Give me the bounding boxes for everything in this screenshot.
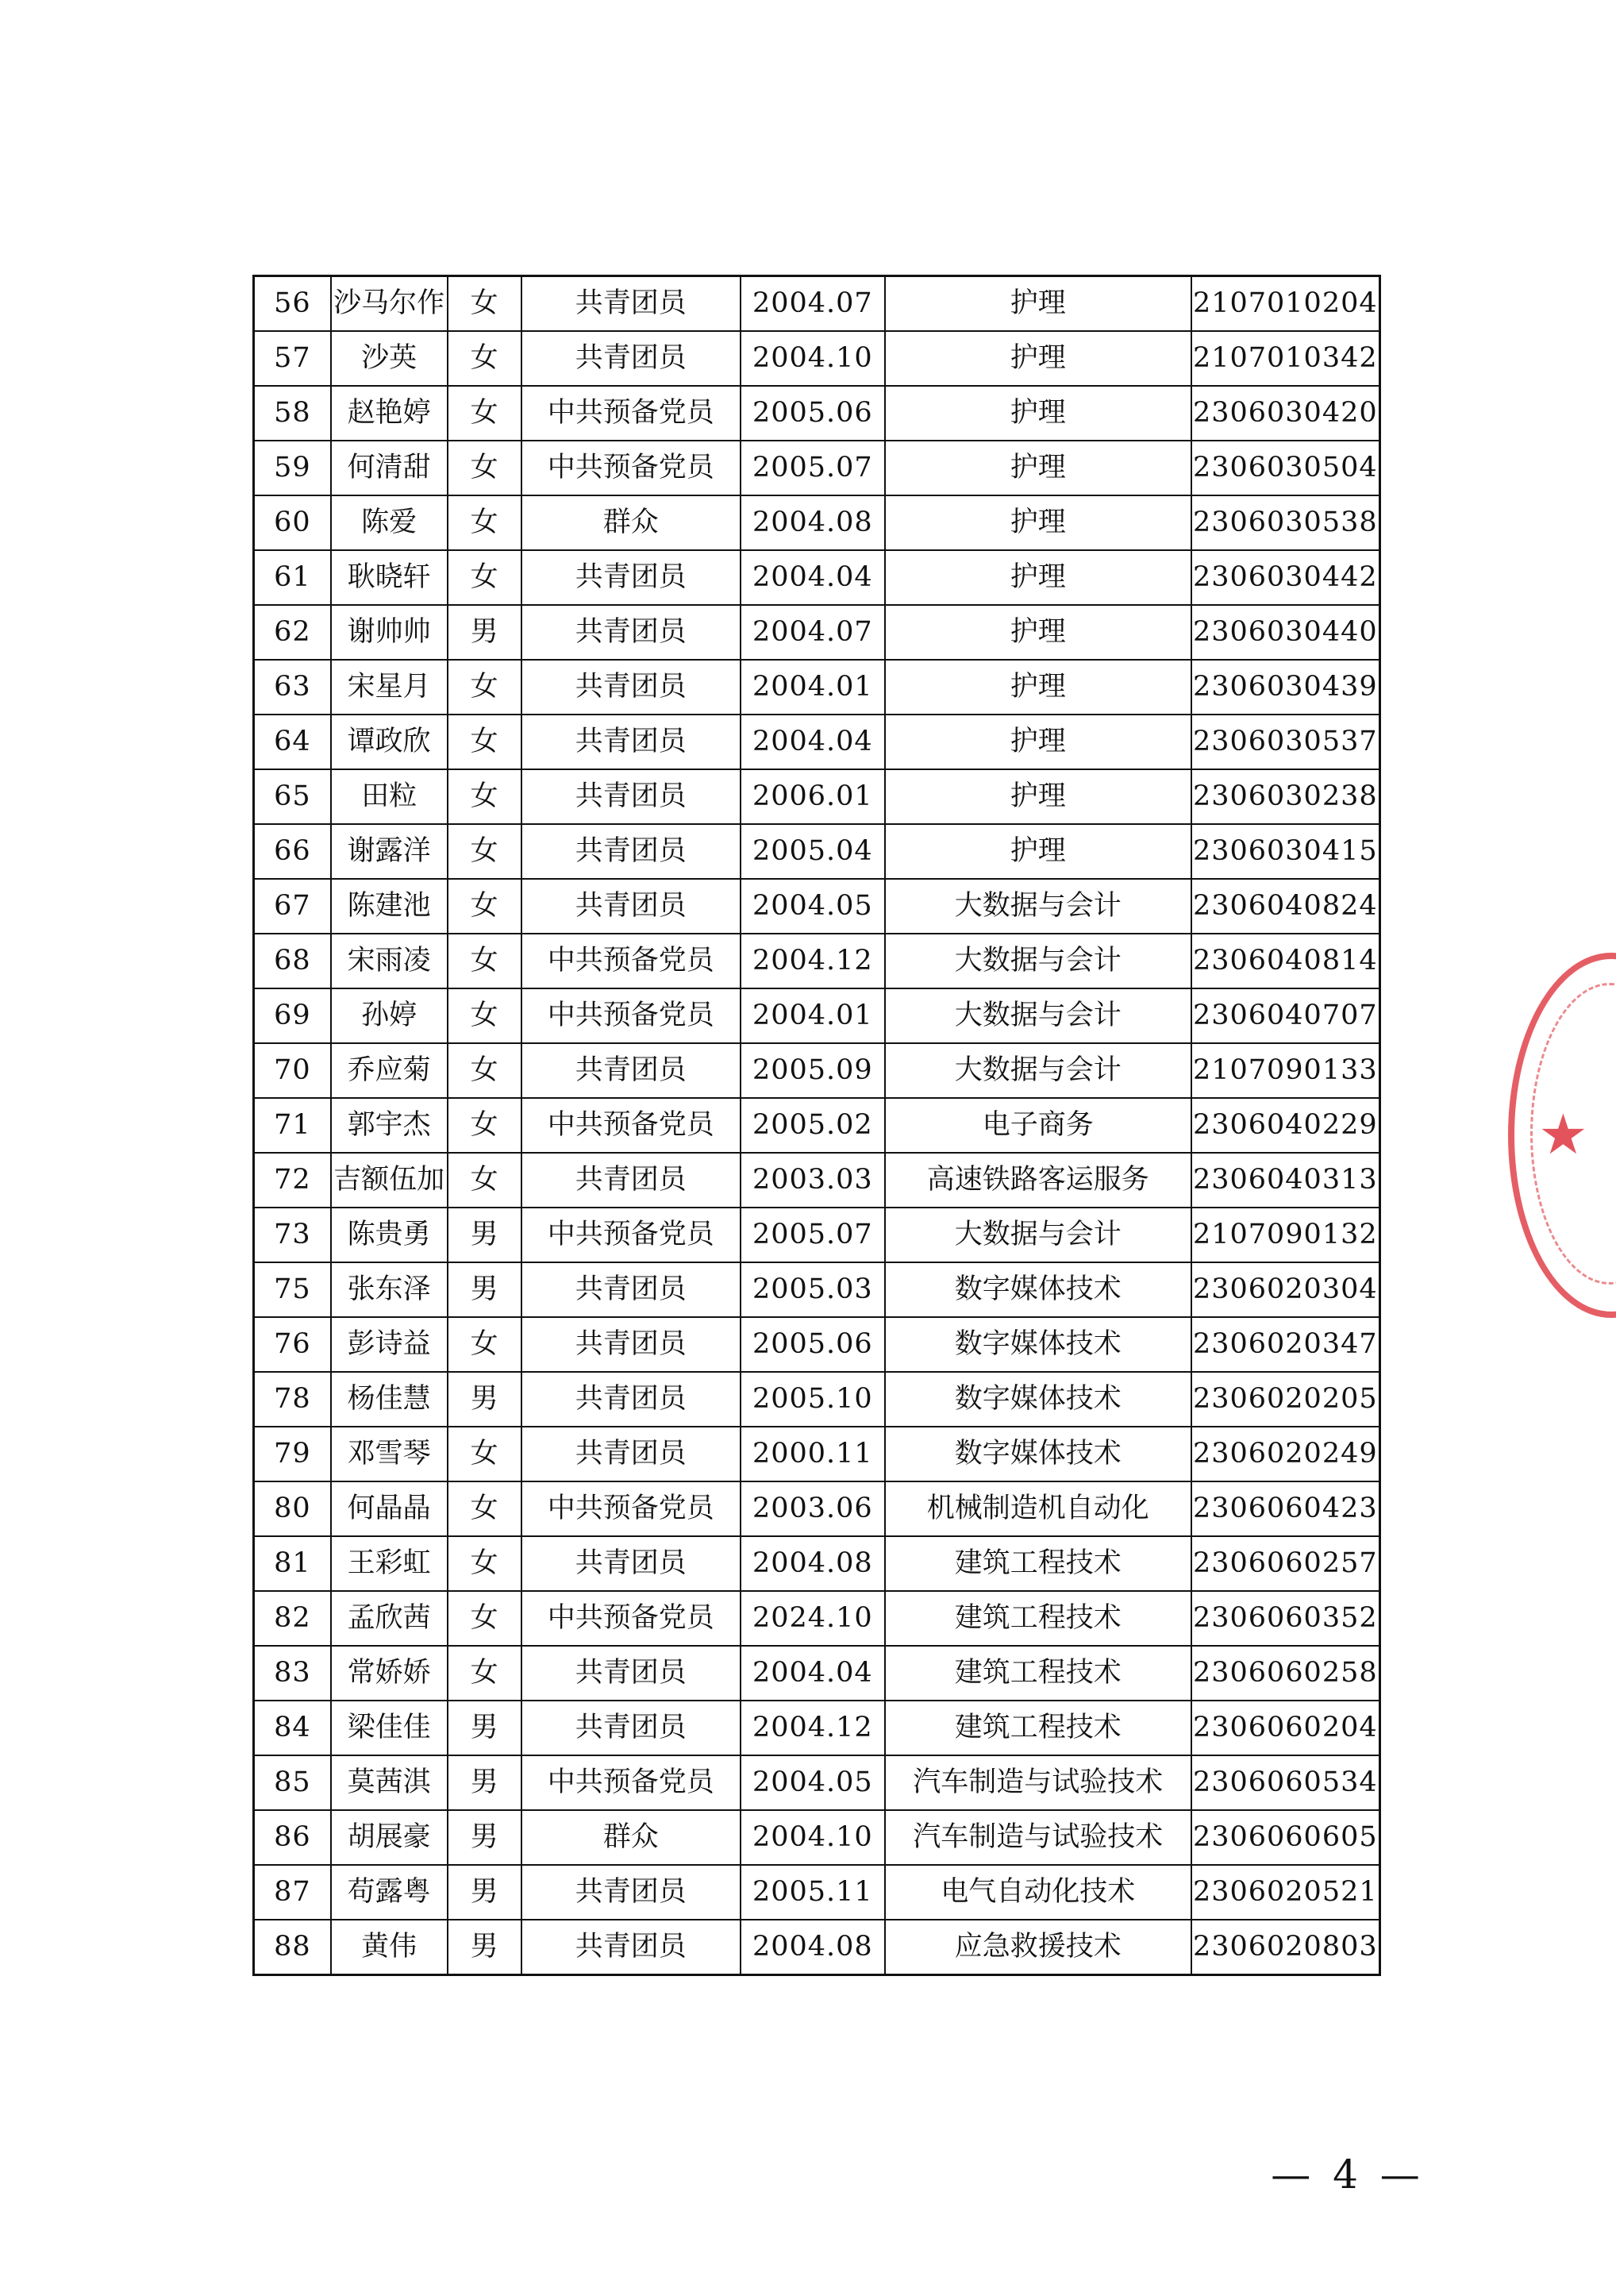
major-cell: 护理 [885, 495, 1191, 550]
major-cell: 大数据与会计 [885, 879, 1191, 934]
major-cell: 汽车制造与试验技术 [885, 1810, 1191, 1865]
table-row [254, 1317, 1380, 1372]
political-status-cell: 中共预备党员 [521, 1208, 741, 1262]
political-status-cell: 共青团员 [521, 1427, 741, 1481]
name-cell: 何晶晶 [331, 1481, 448, 1536]
gender-cell: 男 [448, 1262, 521, 1317]
name-cell: 杨佳慧 [331, 1372, 448, 1427]
row-number-cell: 67 [254, 879, 331, 934]
student-id-cell: 2306040313 [1191, 1153, 1380, 1208]
table-row [254, 1536, 1380, 1591]
major-cell: 护理 [885, 660, 1191, 715]
name-cell: 何清甜 [331, 441, 448, 495]
major-cell: 护理 [885, 331, 1191, 386]
major-cell: 护理 [885, 276, 1191, 332]
table-row [254, 934, 1380, 988]
birth-date-cell: 2004.10 [741, 1810, 885, 1865]
student-id-cell: 2306040814 [1191, 934, 1380, 988]
row-number-cell: 83 [254, 1646, 331, 1701]
row-number-cell: 60 [254, 495, 331, 550]
name-cell: 乔应菊 [331, 1043, 448, 1098]
student-id-cell: 2306060352 [1191, 1591, 1380, 1646]
row-number-cell: 81 [254, 1536, 331, 1591]
gender-cell: 女 [448, 715, 521, 769]
name-cell: 郭宇杰 [331, 1098, 448, 1153]
gender-cell: 女 [448, 441, 521, 495]
major-cell: 护理 [885, 769, 1191, 824]
gender-cell: 女 [448, 1481, 521, 1536]
row-number-cell: 56 [254, 276, 331, 332]
student-id-cell: 2306040824 [1191, 879, 1380, 934]
table-row [254, 1865, 1380, 1920]
row-number-cell: 80 [254, 1481, 331, 1536]
birth-date-cell: 2004.12 [741, 1701, 885, 1755]
row-number-cell: 73 [254, 1208, 331, 1262]
table-row [254, 1591, 1380, 1646]
political-status-cell: 中共预备党员 [521, 934, 741, 988]
major-cell: 高速铁路客运服务 [885, 1153, 1191, 1208]
name-cell: 吉额伍加 [331, 1153, 448, 1208]
gender-cell: 女 [448, 276, 521, 332]
table-row [254, 1701, 1380, 1755]
student-id-cell: 2306030504 [1191, 441, 1380, 495]
student-id-cell: 2306020347 [1191, 1317, 1380, 1372]
political-status-cell: 中共预备党员 [521, 1591, 741, 1646]
major-cell: 建筑工程技术 [885, 1536, 1191, 1591]
gender-cell: 男 [448, 605, 521, 660]
gender-cell: 女 [448, 1317, 521, 1372]
birth-date-cell: 2005.02 [741, 1098, 885, 1153]
major-cell: 大数据与会计 [885, 988, 1191, 1043]
political-status-cell: 共青团员 [521, 1153, 741, 1208]
political-status-cell: 共青团员 [521, 1701, 741, 1755]
political-status-cell: 中共预备党员 [521, 386, 741, 441]
birth-date-cell: 2004.07 [741, 605, 885, 660]
student-id-cell: 2107090133 [1191, 1043, 1380, 1098]
gender-cell: 女 [448, 331, 521, 386]
major-cell: 大数据与会计 [885, 1043, 1191, 1098]
major-cell: 数字媒体技术 [885, 1427, 1191, 1481]
political-status-cell: 共青团员 [521, 605, 741, 660]
name-cell: 谭政欣 [331, 715, 448, 769]
gender-cell: 男 [448, 1208, 521, 1262]
table-row [254, 441, 1380, 495]
student-id-cell: 2306060258 [1191, 1646, 1380, 1701]
birth-date-cell: 2004.05 [741, 1755, 885, 1810]
birth-date-cell: 2004.01 [741, 660, 885, 715]
birth-date-cell: 2004.05 [741, 879, 885, 934]
major-cell: 护理 [885, 550, 1191, 605]
birth-date-cell: 2004.08 [741, 1536, 885, 1591]
name-cell: 谢帅帅 [331, 605, 448, 660]
political-status-cell: 中共预备党员 [521, 441, 741, 495]
major-cell: 护理 [885, 824, 1191, 879]
gender-cell: 女 [448, 495, 521, 550]
student-id-cell: 2306030415 [1191, 824, 1380, 879]
gender-cell: 女 [448, 1098, 521, 1153]
major-cell: 建筑工程技术 [885, 1591, 1191, 1646]
student-id-cell: 2107010342 [1191, 331, 1380, 386]
student-id-cell: 2306030440 [1191, 605, 1380, 660]
major-cell: 电子商务 [885, 1098, 1191, 1153]
student-roster-table [252, 275, 1381, 1976]
political-status-cell: 共青团员 [521, 1865, 741, 1920]
political-status-cell: 共青团员 [521, 276, 741, 332]
table-row [254, 495, 1380, 550]
name-cell: 张东泽 [331, 1262, 448, 1317]
gender-cell: 男 [448, 1755, 521, 1810]
student-id-cell: 2306030238 [1191, 769, 1380, 824]
student-id-cell: 2306020521 [1191, 1865, 1380, 1920]
political-status-cell: 共青团员 [521, 769, 741, 824]
row-number-cell: 69 [254, 988, 331, 1043]
student-id-cell: 2306020304 [1191, 1262, 1380, 1317]
major-cell: 护理 [885, 715, 1191, 769]
roster-body [254, 276, 1380, 1975]
birth-date-cell: 2005.11 [741, 1865, 885, 1920]
name-cell: 宋雨凌 [331, 934, 448, 988]
table-row [254, 276, 1380, 332]
political-status-cell: 中共预备党员 [521, 1098, 741, 1153]
table-row [254, 1372, 1380, 1427]
row-number-cell: 71 [254, 1098, 331, 1153]
student-id-cell: 2306060257 [1191, 1536, 1380, 1591]
birth-date-cell: 2003.06 [741, 1481, 885, 1536]
row-number-cell: 76 [254, 1317, 331, 1372]
table-row [254, 386, 1380, 441]
birth-date-cell: 2004.08 [741, 495, 885, 550]
student-id-cell: 2306040707 [1191, 988, 1380, 1043]
birth-date-cell: 2004.08 [741, 1920, 885, 1975]
gender-cell: 女 [448, 1043, 521, 1098]
birth-date-cell: 2004.07 [741, 276, 885, 332]
row-number-cell: 59 [254, 441, 331, 495]
table-row [254, 1208, 1380, 1262]
row-number-cell: 75 [254, 1262, 331, 1317]
row-number-cell: 62 [254, 605, 331, 660]
table-row [254, 1481, 1380, 1536]
gender-cell: 女 [448, 1646, 521, 1701]
gender-cell: 女 [448, 550, 521, 605]
major-cell: 汽车制造与试验技术 [885, 1755, 1191, 1810]
table-row [254, 824, 1380, 879]
gender-cell: 女 [448, 879, 521, 934]
major-cell: 大数据与会计 [885, 934, 1191, 988]
political-status-cell: 群众 [521, 495, 741, 550]
name-cell: 田粒 [331, 769, 448, 824]
seal-star-icon: ★ [1538, 1102, 1588, 1167]
student-id-cell: 2306060423 [1191, 1481, 1380, 1536]
name-cell: 黄伟 [331, 1920, 448, 1975]
gender-cell: 女 [448, 988, 521, 1043]
student-id-cell: 2306040229 [1191, 1098, 1380, 1153]
student-id-cell: 2107010204 [1191, 276, 1380, 332]
political-status-cell: 中共预备党员 [521, 988, 741, 1043]
row-number-cell: 82 [254, 1591, 331, 1646]
name-cell: 苟露粤 [331, 1865, 448, 1920]
gender-cell: 女 [448, 824, 521, 879]
major-cell: 护理 [885, 605, 1191, 660]
name-cell: 孙婷 [331, 988, 448, 1043]
political-status-cell: 共青团员 [521, 1262, 741, 1317]
row-number-cell: 70 [254, 1043, 331, 1098]
student-id-cell: 2306060534 [1191, 1755, 1380, 1810]
name-cell: 常娇娇 [331, 1646, 448, 1701]
political-status-cell: 共青团员 [521, 1317, 741, 1372]
major-cell: 护理 [885, 441, 1191, 495]
table-row [254, 1920, 1380, 1975]
table-row [254, 550, 1380, 605]
row-number-cell: 65 [254, 769, 331, 824]
page-number: — 4 — [1271, 2152, 1425, 2198]
political-status-cell: 共青团员 [521, 1646, 741, 1701]
major-cell: 建筑工程技术 [885, 1701, 1191, 1755]
row-number-cell: 63 [254, 660, 331, 715]
name-cell: 赵艳婷 [331, 386, 448, 441]
row-number-cell: 87 [254, 1865, 331, 1920]
student-id-cell: 2306020205 [1191, 1372, 1380, 1427]
gender-cell: 女 [448, 1536, 521, 1591]
table-row [254, 1810, 1380, 1865]
gender-cell: 女 [448, 769, 521, 824]
table-row [254, 1153, 1380, 1208]
table-row [254, 1262, 1380, 1317]
student-id-cell: 2306030442 [1191, 550, 1380, 605]
student-id-cell: 2306020803 [1191, 1920, 1380, 1975]
name-cell: 耿晓轩 [331, 550, 448, 605]
gender-cell: 女 [448, 934, 521, 988]
gender-cell: 男 [448, 1865, 521, 1920]
name-cell: 王彩虹 [331, 1536, 448, 1591]
row-number-cell: 66 [254, 824, 331, 879]
major-cell: 数字媒体技术 [885, 1262, 1191, 1317]
name-cell: 彭诗益 [331, 1317, 448, 1372]
table-row [254, 769, 1380, 824]
birth-date-cell: 2005.03 [741, 1262, 885, 1317]
gender-cell: 男 [448, 1701, 521, 1755]
row-number-cell: 79 [254, 1427, 331, 1481]
birth-date-cell: 2003.03 [741, 1153, 885, 1208]
gender-cell: 女 [448, 1591, 521, 1646]
name-cell: 莫茜淇 [331, 1755, 448, 1810]
political-status-cell: 共青团员 [521, 331, 741, 386]
row-number-cell: 61 [254, 550, 331, 605]
political-status-cell: 共青团员 [521, 879, 741, 934]
table-row [254, 1755, 1380, 1810]
gender-cell: 女 [448, 1427, 521, 1481]
gender-cell: 男 [448, 1920, 521, 1975]
student-id-cell: 2306030420 [1191, 386, 1380, 441]
birth-date-cell: 2005.06 [741, 386, 885, 441]
name-cell: 沙英 [331, 331, 448, 386]
birth-date-cell: 2005.10 [741, 1372, 885, 1427]
name-cell: 梁佳佳 [331, 1701, 448, 1755]
row-number-cell: 84 [254, 1701, 331, 1755]
major-cell: 建筑工程技术 [885, 1646, 1191, 1701]
major-cell: 数字媒体技术 [885, 1317, 1191, 1372]
political-status-cell: 共青团员 [521, 660, 741, 715]
student-id-cell: 2306020249 [1191, 1427, 1380, 1481]
table-row [254, 715, 1380, 769]
major-cell: 应急救援技术 [885, 1920, 1191, 1975]
name-cell: 陈爱 [331, 495, 448, 550]
gender-cell: 女 [448, 386, 521, 441]
gender-cell: 男 [448, 1810, 521, 1865]
political-status-cell: 共青团员 [521, 715, 741, 769]
row-number-cell: 58 [254, 386, 331, 441]
political-status-cell: 共青团员 [521, 1372, 741, 1427]
birth-date-cell: 2005.09 [741, 1043, 885, 1098]
name-cell: 陈建池 [331, 879, 448, 934]
row-number-cell: 78 [254, 1372, 331, 1427]
name-cell: 胡展豪 [331, 1810, 448, 1865]
table-row [254, 1646, 1380, 1701]
birth-date-cell: 2004.12 [741, 934, 885, 988]
birth-date-cell: 2004.04 [741, 715, 885, 769]
student-id-cell: 2306030538 [1191, 495, 1380, 550]
political-status-cell: 中共预备党员 [521, 1481, 741, 1536]
name-cell: 孟欣茜 [331, 1591, 448, 1646]
birth-date-cell: 2005.04 [741, 824, 885, 879]
row-number-cell: 57 [254, 331, 331, 386]
major-cell: 机械制造机自动化 [885, 1481, 1191, 1536]
table-row [254, 605, 1380, 660]
name-cell: 沙马尔作 [331, 276, 448, 332]
name-cell: 陈贵勇 [331, 1208, 448, 1262]
gender-cell: 女 [448, 1153, 521, 1208]
row-number-cell: 64 [254, 715, 331, 769]
table-row [254, 331, 1380, 386]
birth-date-cell: 2004.10 [741, 331, 885, 386]
student-id-cell: 2306060204 [1191, 1701, 1380, 1755]
row-number-cell: 88 [254, 1920, 331, 1975]
gender-cell: 女 [448, 660, 521, 715]
student-id-cell: 2306060605 [1191, 1810, 1380, 1865]
political-status-cell: 共青团员 [521, 1920, 741, 1975]
row-number-cell: 85 [254, 1755, 331, 1810]
table-row [254, 660, 1380, 715]
birth-date-cell: 2005.07 [741, 441, 885, 495]
birth-date-cell: 2006.01 [741, 769, 885, 824]
table-row [254, 1043, 1380, 1098]
birth-date-cell: 2004.04 [741, 1646, 885, 1701]
birth-date-cell: 2004.04 [741, 550, 885, 605]
birth-date-cell: 2000.11 [741, 1427, 885, 1481]
red-official-seal [1508, 953, 1616, 1318]
political-status-cell: 共青团员 [521, 1043, 741, 1098]
gender-cell: 男 [448, 1372, 521, 1427]
table-row [254, 879, 1380, 934]
table-row [254, 1427, 1380, 1481]
student-id-cell: 2306030439 [1191, 660, 1380, 715]
major-cell: 数字媒体技术 [885, 1372, 1191, 1427]
birth-date-cell: 2004.01 [741, 988, 885, 1043]
political-status-cell: 共青团员 [521, 824, 741, 879]
name-cell: 邓雪琴 [331, 1427, 448, 1481]
birth-date-cell: 2005.07 [741, 1208, 885, 1262]
row-number-cell: 86 [254, 1810, 331, 1865]
name-cell: 谢露洋 [331, 824, 448, 879]
name-cell: 宋星月 [331, 660, 448, 715]
birth-date-cell: 2024.10 [741, 1591, 885, 1646]
political-status-cell: 共青团员 [521, 1536, 741, 1591]
birth-date-cell: 2005.06 [741, 1317, 885, 1372]
political-status-cell: 群众 [521, 1810, 741, 1865]
major-cell: 护理 [885, 386, 1191, 441]
table-row [254, 1098, 1380, 1153]
row-number-cell: 68 [254, 934, 331, 988]
major-cell: 大数据与会计 [885, 1208, 1191, 1262]
political-status-cell: 共青团员 [521, 550, 741, 605]
major-cell: 电气自动化技术 [885, 1865, 1191, 1920]
student-id-cell: 2306030537 [1191, 715, 1380, 769]
table-row [254, 988, 1380, 1043]
row-number-cell: 72 [254, 1153, 331, 1208]
student-id-cell: 2107090132 [1191, 1208, 1380, 1262]
political-status-cell: 中共预备党员 [521, 1755, 741, 1810]
